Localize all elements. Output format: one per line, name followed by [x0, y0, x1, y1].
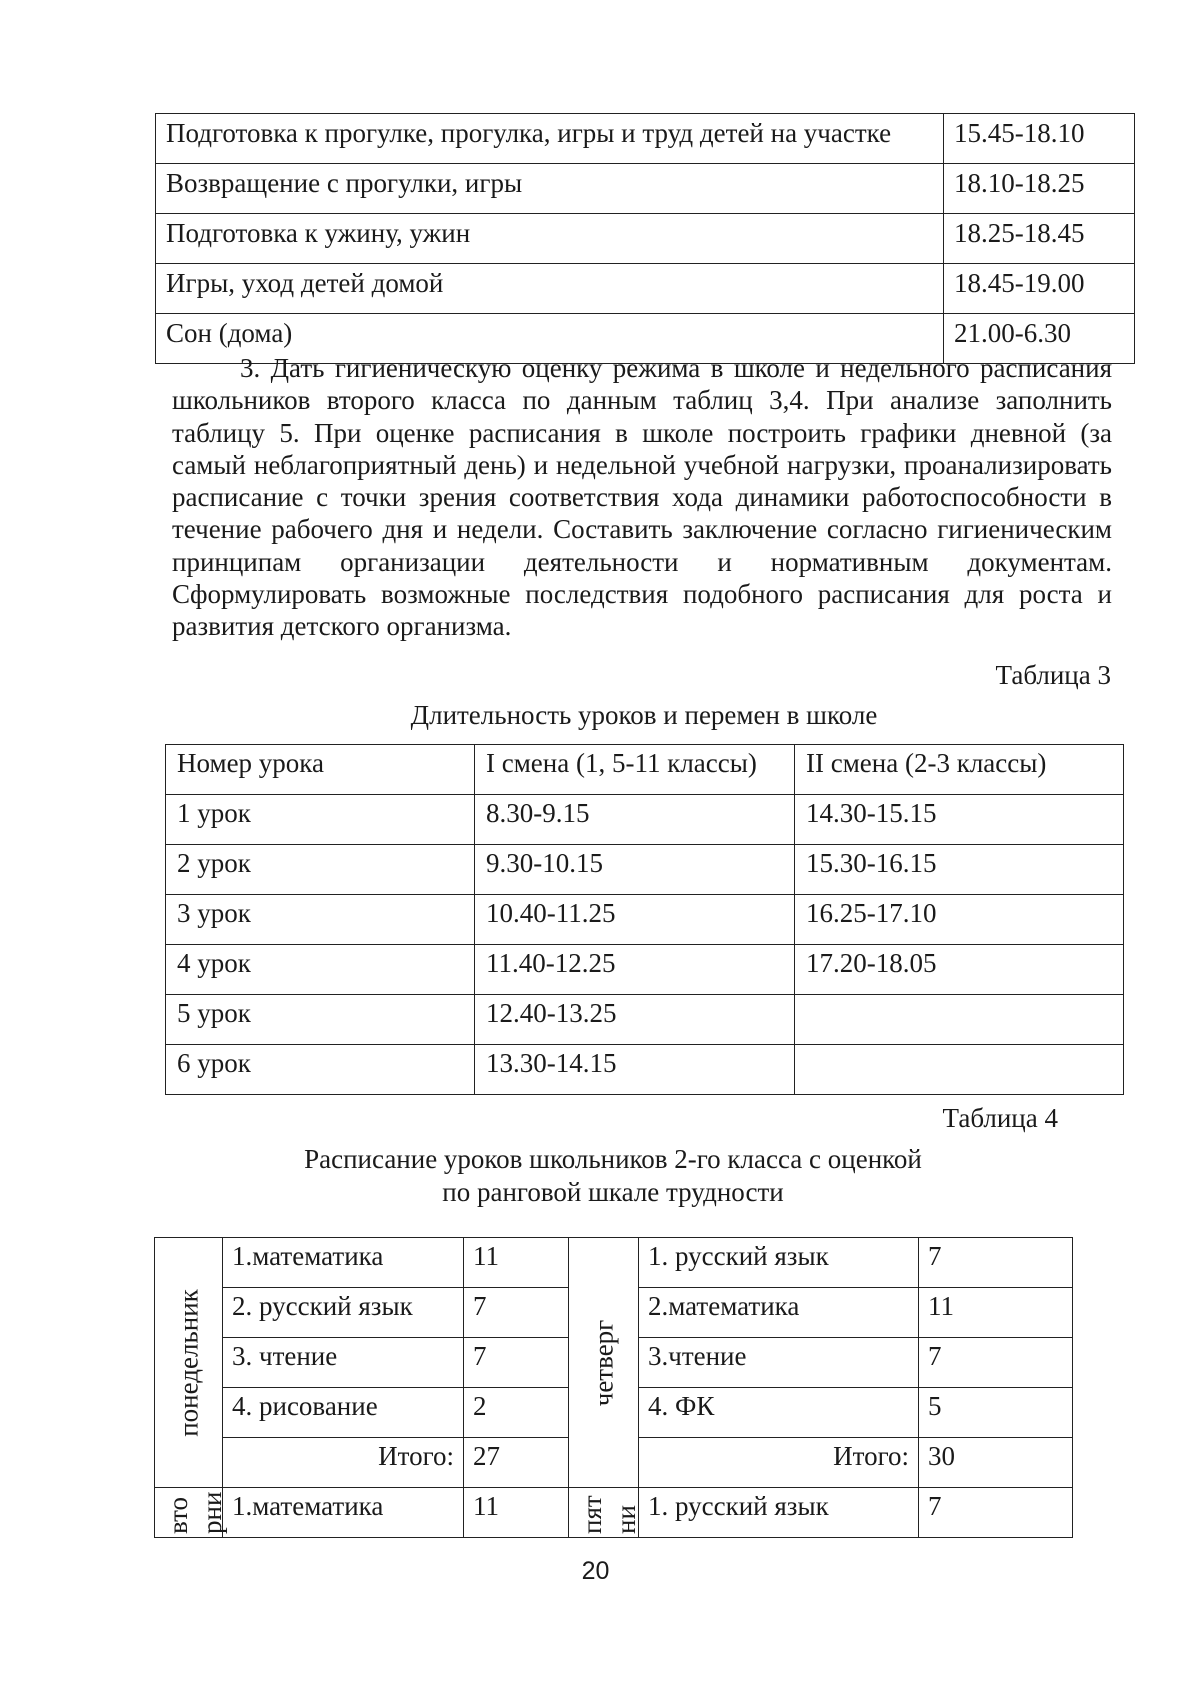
- regime-table: [155, 113, 1135, 364]
- subject-cell: 3.чтение: [639, 1338, 919, 1388]
- table-row: [166, 1045, 1124, 1095]
- time-cell: 18.10-18.25: [944, 164, 1135, 214]
- table-row: [156, 164, 1135, 214]
- shift2-time-cell: 15.30-16.15: [795, 845, 1124, 895]
- day-cell-monday: [155, 1238, 223, 1488]
- lesson-number-cell: 4 урок: [166, 945, 475, 995]
- total-label: Итого:: [639, 1438, 919, 1488]
- total-value: 27: [464, 1438, 569, 1488]
- subject-cell: 1. русский язык: [639, 1238, 919, 1288]
- subject-cell: 1.математика: [223, 1238, 464, 1288]
- subject-cell: 4. ФК: [639, 1388, 919, 1438]
- column-header: II смена (2-3 классы): [795, 745, 1124, 795]
- day-label-part: ни: [611, 1505, 641, 1534]
- schedule-table: [154, 1237, 1073, 1538]
- time-cell: 18.25-18.45: [944, 214, 1135, 264]
- subject-cell: 1.математика: [223, 1488, 464, 1538]
- column-header: I смена (1, 5-11 классы): [475, 745, 795, 795]
- day-label: понедельник: [173, 1288, 203, 1437]
- score-cell: 11: [919, 1288, 1073, 1338]
- subject-cell: 1. русский язык: [639, 1488, 919, 1538]
- day-label: четверг: [588, 1319, 618, 1406]
- table4-title-line2: по ранговой шкале трудности: [442, 1177, 784, 1207]
- activity-cell: Сон (дома): [156, 314, 944, 364]
- shift1-time-cell: 9.30-10.15: [475, 845, 795, 895]
- time-cell: 18.45-19.00: [944, 264, 1135, 314]
- score-cell: 11: [464, 1488, 569, 1538]
- table4-label: Таблица 4: [942, 1103, 1058, 1133]
- time-cell: 15.45-18.10: [944, 114, 1135, 164]
- shift1-time-cell: 8.30-9.15: [475, 795, 795, 845]
- table3-title: Длительность уроков и перемен в школе: [410, 700, 878, 730]
- shift1-time-cell: 11.40-12.25: [475, 945, 795, 995]
- table-row: [166, 945, 1124, 995]
- score-cell: 11: [464, 1238, 569, 1288]
- table-row: [155, 1238, 1073, 1288]
- table-row: [166, 895, 1124, 945]
- score-cell: 5: [919, 1388, 1073, 1438]
- table3-label: Таблица 3: [995, 660, 1111, 690]
- activity-cell: Игры, уход детей домой: [156, 264, 944, 314]
- table-row: [155, 1488, 1073, 1538]
- subject-cell: 2.математика: [639, 1288, 919, 1338]
- shift2-time-cell: 16.25-17.10: [795, 895, 1124, 945]
- lessons-table: [165, 744, 1124, 1095]
- table-row: [166, 795, 1124, 845]
- shift1-time-cell: 10.40-11.25: [475, 895, 795, 945]
- subject-cell: 2. русский язык: [223, 1288, 464, 1338]
- shift2-time-cell: [795, 995, 1124, 1045]
- shift1-time-cell: 12.40-13.25: [475, 995, 795, 1045]
- column-header: Номер урока: [166, 745, 475, 795]
- total-value: 30: [919, 1438, 1073, 1488]
- activity-cell: Подготовка к ужину, ужин: [156, 214, 944, 264]
- subject-cell: 3. чтение: [223, 1338, 464, 1388]
- page-number: 20: [581, 1557, 610, 1585]
- score-cell: 7: [919, 1238, 1073, 1288]
- activity-cell: Подготовка к прогулке, прогулка, игры и труд детей на участке: [156, 114, 944, 164]
- table-row: [166, 845, 1124, 895]
- score-cell: 7: [464, 1288, 569, 1338]
- score-cell: 7: [464, 1338, 569, 1388]
- day-cell-thursday: [569, 1238, 639, 1488]
- lesson-number-cell: 5 урок: [166, 995, 475, 1045]
- lesson-number-cell: 1 урок: [166, 795, 475, 845]
- lesson-number-cell: 6 урок: [166, 1045, 475, 1095]
- day-cell-friday-partial: [569, 1488, 639, 1538]
- table-row: [156, 214, 1135, 264]
- time-cell: 21.00-6.30: [944, 314, 1135, 364]
- activity-cell: Возвращение с прогулки, игры: [156, 164, 944, 214]
- table-row: [166, 995, 1124, 1045]
- task-paragraph: [172, 352, 1112, 643]
- total-label: Итого:: [223, 1438, 464, 1488]
- day-label-part: пят: [577, 1495, 607, 1534]
- shift1-time-cell: 13.30-14.15: [475, 1045, 795, 1095]
- lesson-number-cell: 3 урок: [166, 895, 475, 945]
- shift2-time-cell: 17.20-18.05: [795, 945, 1124, 995]
- score-cell: 7: [919, 1338, 1073, 1388]
- score-cell: 7: [919, 1488, 1073, 1538]
- subject-cell: 4. рисование: [223, 1388, 464, 1438]
- task-text: 3. Дать гигиеническую оценку режима в школе и недельного расписания школьников второго класса по данным таблиц 3,4. При анализе заполнить таблицу 5. При оценке расписания в школе построить графики дневной (за самый неблагоприятный день) и недельной учебной нагрузки, проанализировать расписание с точки зрения соответствия хода динамики работоспособности в течение рабочего дня и недели. Составить заключение согласно гигиеническим принципам организации деятельности и нормативным документам. Сформулировать возможные последствия подобного расписания для роста и развития детского организма.: [172, 353, 1112, 642]
- table-header-row: [166, 745, 1124, 795]
- table-row: [156, 264, 1135, 314]
- lesson-number-cell: 2 урок: [166, 845, 475, 895]
- shift2-time-cell: 14.30-15.15: [795, 795, 1124, 845]
- day-label-part: вто: [163, 1496, 193, 1534]
- shift2-time-cell: [795, 1045, 1124, 1095]
- day-cell-tuesday-partial: [155, 1488, 227, 1538]
- day-label-part: рни: [197, 1491, 227, 1534]
- table-row: [156, 114, 1135, 164]
- score-cell: 2: [464, 1388, 569, 1438]
- table4-title-line1: Расписание уроков школьников 2-го класса с оценкой: [304, 1144, 922, 1174]
